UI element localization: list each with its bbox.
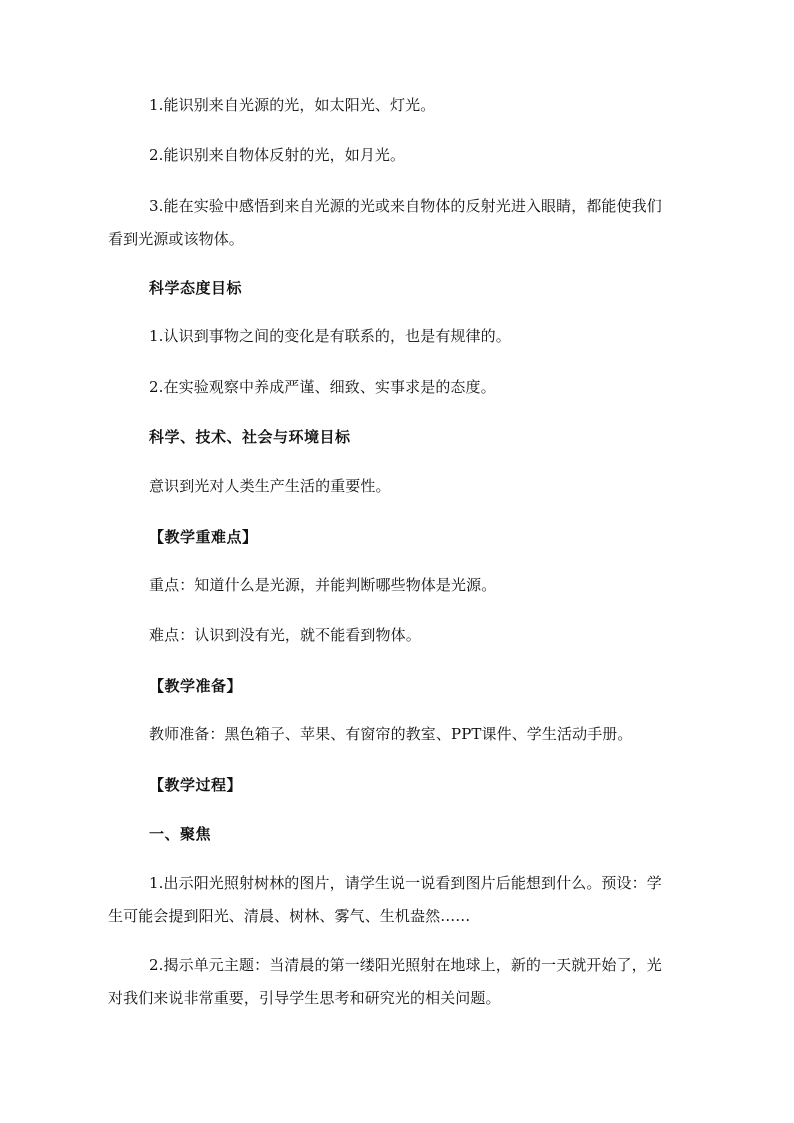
attitude-item-1: 1.认识到事物之间的变化是有联系的，也是有规律的。 xyxy=(149,327,511,345)
section-heading-sts: 科学、技术、社会与环境目标 xyxy=(149,428,351,446)
preparation-item: 教师准备：黑色箱子、苹果、有窗帘的教室、PPT课件、学生活动手册。 xyxy=(149,725,633,743)
section-heading-process: 【教学过程】 xyxy=(149,776,243,794)
focus-item-2: 2.揭示单元主题：当清晨的第一缕阳光照射在地球上，新的一天就开始了，光对我们来说非常重要，引导学生思考和研究光的相关问题。 xyxy=(108,956,662,1007)
section-heading-attitude: 科学态度目标 xyxy=(149,279,243,297)
section-heading-key-points: 【教学重难点】 xyxy=(149,528,258,546)
objective-item-1: 1.能识别来自光源的光，如太阳光、灯光。 xyxy=(149,96,436,114)
focus-item-1: 1.出示阳光照射树林的图片，请学生说一说看到图片后能想到什么。预设：学生可能会提到阳光、清晨、树林、雾气、生机盎然…… xyxy=(108,874,662,925)
objective-item-3: 3.能在实验中感悟到来自光源的光或来自物体的反射光进入眼睛，都能使我们看到光源或该物体。 xyxy=(108,197,662,248)
section-heading-preparation: 【教学准备】 xyxy=(149,677,243,695)
key-point-item: 重点：知道什么是光源，并能判断哪些物体是光源。 xyxy=(149,576,497,594)
sts-item: 意识到光对人类生产生活的重要性。 xyxy=(149,477,391,495)
attitude-item-2: 2.在实验观察中养成严谨、细致、实事求是的态度。 xyxy=(149,378,496,396)
difficulty-item: 难点：认识到没有光，就不能看到物体。 xyxy=(149,626,421,644)
section-heading-focus: 一、聚焦 xyxy=(149,825,212,843)
objective-item-2: 2.能识别来自物体反射的光，如月光。 xyxy=(149,146,406,164)
